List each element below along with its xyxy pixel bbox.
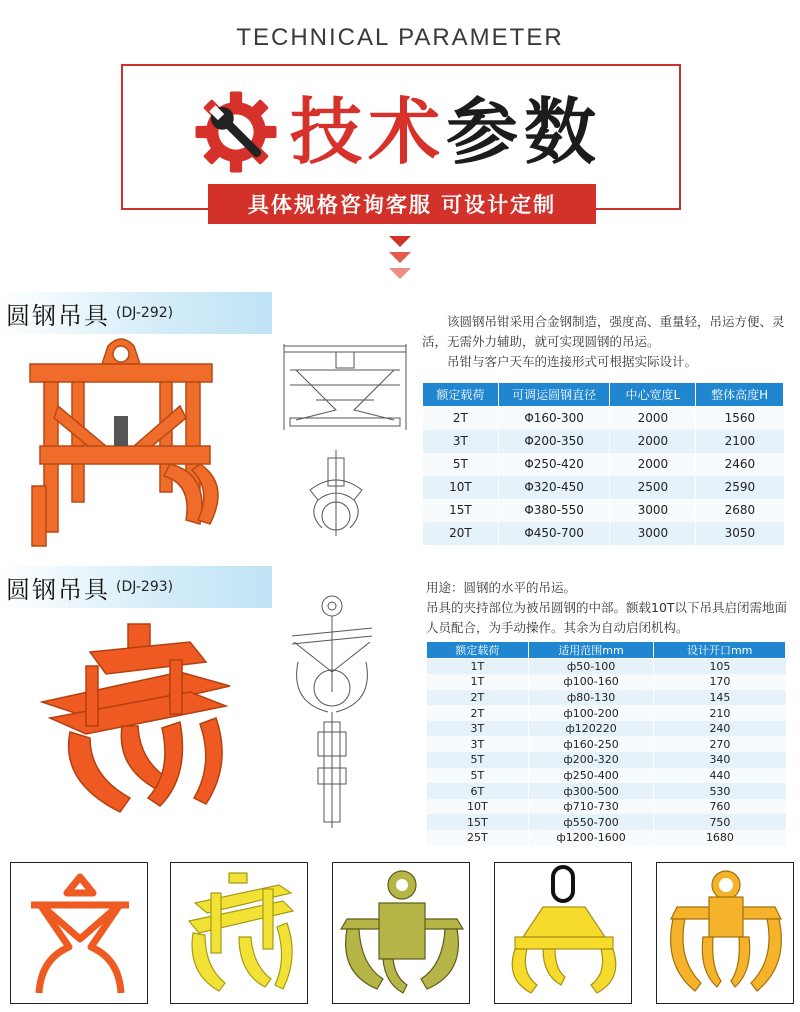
- table-row: [427, 799, 786, 815]
- table-cell: 210: [654, 705, 786, 721]
- product-thumbnail-olive-tong: [332, 862, 470, 1004]
- table-row: [423, 522, 784, 545]
- table-cell: ф50-100: [528, 659, 654, 675]
- product-thumbnail-yellow-clamp: [170, 862, 308, 1004]
- table-row: [427, 768, 786, 784]
- description-line: 该圆钢吊钳采用合金钢制造，强度高、重量轻，吊运方便、灵活，无需外力辅助，就可实现圆钢的吊运。: [422, 314, 785, 349]
- table-cell: 5T: [427, 752, 529, 768]
- table-cell: ф100-200: [528, 705, 654, 721]
- spec-table-dj293: [426, 641, 786, 846]
- section-name: 圆钢吊具: [6, 575, 110, 604]
- table-cell: 440: [654, 768, 786, 784]
- column-header: 额定载荷: [423, 383, 499, 407]
- english-title: TECHNICAL PARAMETER: [236, 24, 564, 51]
- consult-banner: 具体规格咨询客服 可设计定制: [208, 184, 596, 224]
- table-cell: 2590: [696, 476, 784, 499]
- description-line: 用途：圆钢的水平的吊运。: [426, 580, 577, 595]
- table-cell: 5T: [427, 768, 529, 784]
- column-header: 整体高度H: [696, 383, 784, 407]
- section-name: 圆钢吊具: [6, 301, 110, 330]
- page-title: [290, 86, 602, 178]
- table-cell: 3T: [423, 430, 499, 453]
- spec-table-dj292: [422, 382, 784, 545]
- table-cell: ф550-700: [528, 814, 654, 830]
- table-cell: 20T: [423, 522, 499, 545]
- section-title-dj293: [0, 566, 272, 608]
- table-cell: 2T: [427, 705, 529, 721]
- description-line: 吊钳与客户天车的连接形式可根据实际设计。: [447, 354, 698, 369]
- column-header: 额定载荷: [427, 642, 529, 659]
- table-cell: 2460: [696, 453, 784, 476]
- table-cell: 2T: [427, 690, 529, 706]
- product-photo-dj292: [10, 336, 232, 554]
- table-header-row: [423, 383, 784, 407]
- table-row: [427, 659, 786, 675]
- table-row: [427, 814, 786, 830]
- table-cell: 2680: [696, 499, 784, 522]
- chevron-down-icon: [389, 252, 411, 263]
- product-thumbnail-orange-tong: [10, 862, 148, 1004]
- table-row: [427, 830, 786, 846]
- table-cell: ф300-500: [528, 783, 654, 799]
- table-cell: ф200-320: [528, 752, 654, 768]
- table-cell: Φ450-700: [498, 522, 610, 545]
- table-cell: Φ200-350: [498, 430, 610, 453]
- table-cell: 15T: [423, 499, 499, 522]
- table-cell: Φ380-550: [498, 499, 610, 522]
- section-code: (DJ-292): [116, 305, 174, 321]
- technical-drawing-dj292: [276, 340, 414, 540]
- chevron-down-icon: [389, 268, 411, 279]
- column-header: 适用范围mm: [528, 642, 654, 659]
- table-cell: 1T: [427, 659, 529, 675]
- table-cell: 1560: [696, 407, 784, 430]
- table-cell: ф710-730: [528, 799, 654, 815]
- table-cell: 3T: [427, 721, 529, 737]
- table-cell: 3000: [610, 499, 696, 522]
- table-cell: 340: [654, 752, 786, 768]
- section-code: (DJ-293): [116, 579, 174, 595]
- table-cell: 2500: [610, 476, 696, 499]
- table-cell: 760: [654, 799, 786, 815]
- description-dj292: [422, 312, 794, 372]
- product-photo-dj293: [30, 622, 244, 818]
- table-row: [423, 453, 784, 476]
- table-cell: Φ320-450: [498, 476, 610, 499]
- table-row: [423, 476, 784, 499]
- table-row: [427, 690, 786, 706]
- table-cell: 5T: [423, 453, 499, 476]
- table-cell: 145: [654, 690, 786, 706]
- table-cell: 1T: [427, 674, 529, 690]
- table-cell: 2000: [610, 407, 696, 430]
- table-cell: 2100: [696, 430, 784, 453]
- table-cell: ф80-130: [528, 690, 654, 706]
- product-thumbnail-yellow-tong-carabiner: [494, 862, 632, 1004]
- table-cell: 25T: [427, 830, 529, 846]
- table-cell: 6T: [427, 783, 529, 799]
- table-cell: ф1200-1600: [528, 830, 654, 846]
- title-dark: 参数: [446, 90, 603, 174]
- table-cell: 2T: [423, 407, 499, 430]
- table-cell: 270: [654, 736, 786, 752]
- table-cell: 170: [654, 674, 786, 690]
- table-cell: 15T: [427, 814, 529, 830]
- technical-drawing-dj293: [284, 592, 380, 830]
- table-cell: ф100-160: [528, 674, 654, 690]
- table-cell: 3050: [696, 522, 784, 545]
- table-cell: 105: [654, 659, 786, 675]
- gear-wrench-icon: [192, 88, 280, 176]
- table-row: [423, 499, 784, 522]
- column-header: 中心宽度L: [610, 383, 696, 407]
- table-cell: 10T: [427, 799, 529, 815]
- table-cell: 10T: [423, 476, 499, 499]
- table-cell: 530: [654, 783, 786, 799]
- table-row: [427, 736, 786, 752]
- table-row: [423, 407, 784, 430]
- table-cell: 2000: [610, 453, 696, 476]
- description-line: 吊具的夹持部位为被吊圆钢的中部。额载10T以下吊具启闭需地面人员配合，为手动操作。其余为自动启闭机构。: [426, 600, 788, 635]
- table-cell: ф160-250: [528, 736, 654, 752]
- table-row: [427, 721, 786, 737]
- table-cell: 3T: [427, 736, 529, 752]
- table-cell: 750: [654, 814, 786, 830]
- table-row: [423, 430, 784, 453]
- chevron-down-icon: [389, 236, 411, 247]
- table-cell: 240: [654, 721, 786, 737]
- product-thumbnail-gold-tong: [656, 862, 794, 1004]
- column-header: 可调运圆钢直径: [498, 383, 610, 407]
- table-cell: ф250-400: [528, 768, 654, 784]
- table-row: [427, 705, 786, 721]
- table-cell: Φ250-420: [498, 453, 610, 476]
- column-header: 设计开口mm: [654, 642, 786, 659]
- table-cell: 2000: [610, 430, 696, 453]
- table-row: [427, 783, 786, 799]
- table-cell: 3000: [610, 522, 696, 545]
- table-cell: 1680: [654, 830, 786, 846]
- table-cell: Φ160-300: [498, 407, 610, 430]
- table-row: [427, 674, 786, 690]
- section-title-dj292: [0, 292, 272, 334]
- description-dj293: [426, 578, 794, 638]
- table-cell: ф120220: [528, 721, 654, 737]
- title-red: 技术: [290, 90, 447, 174]
- table-row: [427, 752, 786, 768]
- table-header-row: [427, 642, 786, 659]
